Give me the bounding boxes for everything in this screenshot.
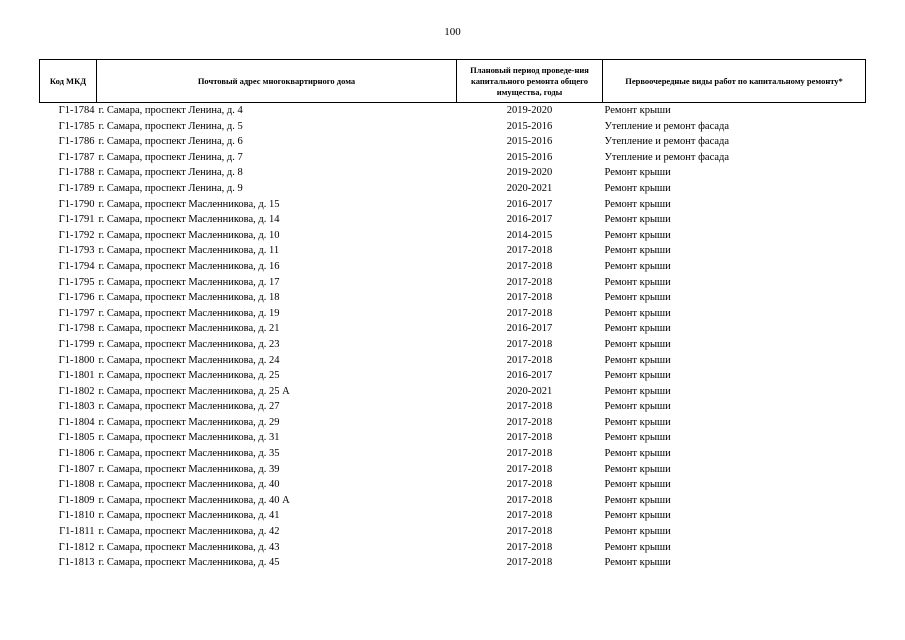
cell-code: Г1-1786 [58, 136, 95, 148]
cell-period: 2017-2018 [506, 338, 553, 350]
cell-period: 2016-2017 [506, 198, 553, 210]
cell-work: Ремонт крыши [604, 370, 671, 382]
cell-code: Г1-1785 [58, 120, 95, 132]
cell-code: Г1-1794 [58, 260, 95, 272]
table-row [40, 228, 866, 244]
cell-code: Г1-1797 [58, 307, 95, 319]
cell-work: Ремонт крыши [604, 260, 671, 272]
cell-work: Ремонт крыши [604, 557, 671, 569]
table-row [40, 555, 866, 571]
table-row [40, 134, 866, 150]
cell-address: г. Самара, проспект Масленникова, д. 29 [98, 416, 280, 428]
cell-period: 2017-2018 [506, 260, 553, 272]
table-header [40, 60, 866, 103]
cell-address: г. Самара, проспект Масленникова, д. 11 [98, 245, 280, 257]
cell-code: Г1-1812 [58, 541, 95, 553]
cell-address: г. Самара, проспект Масленникова, д. 23 [98, 338, 280, 350]
cell-work: Ремонт крыши [604, 292, 671, 304]
cell-work: Ремонт крыши [604, 479, 671, 491]
cell-code: Г1-1802 [58, 385, 95, 397]
table-row [40, 181, 866, 197]
header-row [40, 60, 866, 103]
cell-period: 2017-2018 [506, 416, 553, 428]
cell-work: Ремонт крыши [604, 307, 671, 319]
cell-address: г. Самара, проспект Масленникова, д. 43 [98, 541, 280, 553]
cell-code: Г1-1813 [58, 557, 95, 569]
cell-period: 2017-2018 [506, 354, 553, 366]
cell-work: Ремонт крыши [604, 276, 671, 288]
cell-period: 2019-2020 [506, 167, 553, 179]
table-row [40, 353, 866, 369]
cell-code: Г1-1803 [58, 401, 95, 413]
cell-period: 2020-2021 [506, 385, 553, 397]
cell-work: Ремонт крыши [604, 167, 671, 179]
cell-address: г. Самара, проспект Масленникова, д. 40 А [98, 494, 290, 506]
cell-code: Г1-1811 [59, 526, 95, 538]
table-row [40, 368, 866, 384]
cell-address: г. Самара, проспект Масленникова, д. 10 [98, 229, 280, 241]
cell-period: 2015-2016 [506, 151, 553, 163]
cell-work: Утепление и ремонт фасада [604, 120, 730, 132]
cell-address: г. Самара, проспект Масленникова, д. 14 [98, 214, 280, 226]
cell-work: Ремонт крыши [604, 338, 671, 350]
cell-period: 2017-2018 [506, 276, 553, 288]
cell-address: г. Самара, проспект Масленникова, д. 39 [98, 463, 280, 475]
cell-address: г. Самара, проспект Ленина, д. 9 [98, 182, 243, 194]
cell-code: Г1-1804 [58, 416, 95, 428]
cell-address: г. Самара, проспект Ленина, д. 8 [98, 167, 243, 179]
cell-period: 2017-2018 [506, 494, 553, 506]
cell-code: Г1-1806 [58, 448, 95, 460]
cell-code: Г1-1792 [58, 229, 95, 241]
table-row [40, 493, 866, 509]
cell-period: 2017-2018 [506, 541, 553, 553]
table-row [40, 150, 866, 166]
cell-address: г. Самара, проспект Масленникова, д. 25 А [98, 385, 290, 397]
cell-code: Г1-1795 [58, 276, 95, 288]
cell-work: Ремонт крыши [604, 198, 671, 210]
cell-address: г. Самара, проспект Масленникова, д. 35 [98, 448, 280, 460]
cell-period: 2017-2018 [506, 448, 553, 460]
cell-address: г. Самара, проспект Масленникова, д. 40 [98, 479, 280, 491]
table-row [40, 415, 866, 431]
cell-code: Г1-1789 [58, 182, 95, 194]
cell-address: г. Самара, проспект Ленина, д. 6 [98, 136, 243, 148]
cell-code: Г1-1809 [58, 494, 95, 506]
cell-period: 2017-2018 [506, 526, 553, 538]
cell-address: г. Самара, проспект Масленникова, д. 18 [98, 292, 280, 304]
cell-code: Г1-1808 [58, 479, 95, 491]
cell-period: 2017-2018 [506, 557, 553, 569]
cell-code: Г1-1787 [58, 151, 95, 163]
cell-work: Ремонт крыши [604, 463, 671, 475]
cell-period: 2016-2017 [506, 370, 553, 382]
cell-address: г. Самара, проспект Масленникова, д. 45 [98, 557, 280, 569]
table-row [40, 243, 866, 259]
cell-period: 2015-2016 [506, 120, 553, 132]
cell-period: 2016-2017 [506, 323, 553, 335]
cell-work: Ремонт крыши [604, 416, 671, 428]
cell-work: Утепление и ремонт фасада [604, 151, 730, 163]
cell-code: Г1-1799 [58, 338, 95, 350]
cell-period: 2019-2020 [506, 105, 553, 116]
header-works: Первоочередные виды работ по капитальному ремонту* [603, 60, 866, 103]
table-row [40, 337, 866, 353]
cell-work: Ремонт крыши [604, 448, 671, 460]
cell-code: Г1-1800 [58, 354, 95, 366]
cell-period: 2017-2018 [506, 245, 553, 257]
cell-code: Г1-1796 [58, 292, 95, 304]
cell-work: Ремонт крыши [604, 105, 671, 116]
housing-repair-table [39, 59, 866, 571]
table-row [40, 321, 866, 337]
table-row [40, 275, 866, 291]
cell-code: Г1-1788 [58, 167, 95, 179]
cell-address: г. Самара, проспект Масленникова, д. 17 [98, 276, 280, 288]
table-row [40, 290, 866, 306]
table-row [40, 119, 866, 135]
cell-period: 2017-2018 [506, 292, 553, 304]
cell-period: 2017-2018 [506, 432, 553, 444]
table-row [40, 197, 866, 213]
table-row [40, 446, 866, 462]
cell-address: г. Самара, проспект Масленникова, д. 27 [98, 401, 280, 413]
cell-period: 2015-2016 [506, 136, 553, 148]
cell-work: Ремонт крыши [604, 494, 671, 506]
table-row [40, 524, 866, 540]
cell-address: г. Самара, проспект Масленникова, д. 31 [98, 432, 280, 444]
cell-address: г. Самара, проспект Масленникова, д. 41 [98, 510, 280, 522]
cell-work: Ремонт крыши [604, 245, 671, 257]
cell-work: Ремонт крыши [604, 182, 671, 194]
cell-code: Г1-1801 [58, 370, 95, 382]
cell-address: г. Самара, проспект Масленникова, д. 25 [98, 370, 280, 382]
table-row [40, 477, 866, 493]
cell-address: г. Самара, проспект Ленина, д. 5 [98, 120, 243, 132]
cell-code: Г1-1784 [58, 105, 95, 116]
cell-address: г. Самара, проспект Масленникова, д. 19 [98, 307, 280, 319]
table-row [40, 430, 866, 446]
cell-address: г. Самара, проспект Масленникова, д. 15 [98, 198, 280, 210]
page-number: 100 [444, 26, 461, 38]
cell-code: Г1-1791 [58, 214, 95, 226]
cell-code: Г1-1810 [58, 510, 95, 522]
cell-period: 2020-2021 [506, 182, 553, 194]
table-body [40, 103, 866, 571]
cell-code: Г1-1807 [58, 463, 95, 475]
cell-work: Ремонт крыши [604, 354, 671, 366]
cell-code: Г1-1790 [58, 198, 95, 210]
cell-work: Ремонт крыши [604, 510, 671, 522]
table-row [40, 540, 866, 556]
cell-work: Ремонт крыши [604, 229, 671, 241]
table-row [40, 306, 866, 322]
cell-period: 2017-2018 [506, 401, 553, 413]
cell-work: Ремонт крыши [604, 323, 671, 335]
table-row [40, 384, 866, 400]
cell-period: 2017-2018 [506, 307, 553, 319]
table-row [40, 103, 866, 119]
cell-work: Ремонт крыши [604, 432, 671, 444]
cell-period: 2017-2018 [506, 510, 553, 522]
cell-work: Ремонт крыши [604, 401, 671, 413]
header-period: Плановый период проведе-ния капитального ремонта общего имущества, годы [457, 60, 603, 103]
header-address: Почтовый адрес многоквартирного дома [97, 60, 457, 103]
cell-period: 2016-2017 [506, 214, 553, 226]
header-code: Код МКД [40, 60, 97, 103]
table-row [40, 165, 866, 181]
table-row [40, 259, 866, 275]
cell-work: Утепление и ремонт фасада [604, 136, 730, 148]
cell-address: г. Самара, проспект Масленникова, д. 16 [98, 260, 280, 272]
cell-work: Ремонт крыши [604, 541, 671, 553]
cell-code: Г1-1805 [58, 432, 95, 444]
cell-code: Г1-1793 [58, 245, 95, 257]
cell-work: Ремонт крыши [604, 526, 671, 538]
cell-address: г. Самара, проспект Ленина, д. 7 [98, 151, 243, 163]
table-row [40, 212, 866, 228]
cell-work: Ремонт крыши [604, 214, 671, 226]
table-row [40, 508, 866, 524]
table-row [40, 399, 866, 415]
cell-work: Ремонт крыши [604, 385, 671, 397]
cell-period: 2017-2018 [506, 479, 553, 491]
cell-address: г. Самара, проспект Ленина, д. 4 [98, 105, 243, 116]
cell-address: г. Самара, проспект Масленникова, д. 21 [98, 323, 280, 335]
cell-period: 2017-2018 [506, 463, 553, 475]
cell-period: 2014-2015 [506, 229, 553, 241]
table-row [40, 462, 866, 478]
cell-address: г. Самара, проспект Масленникова, д. 24 [98, 354, 280, 366]
cell-address: г. Самара, проспект Масленникова, д. 42 [98, 526, 280, 538]
cell-code: Г1-1798 [58, 323, 95, 335]
